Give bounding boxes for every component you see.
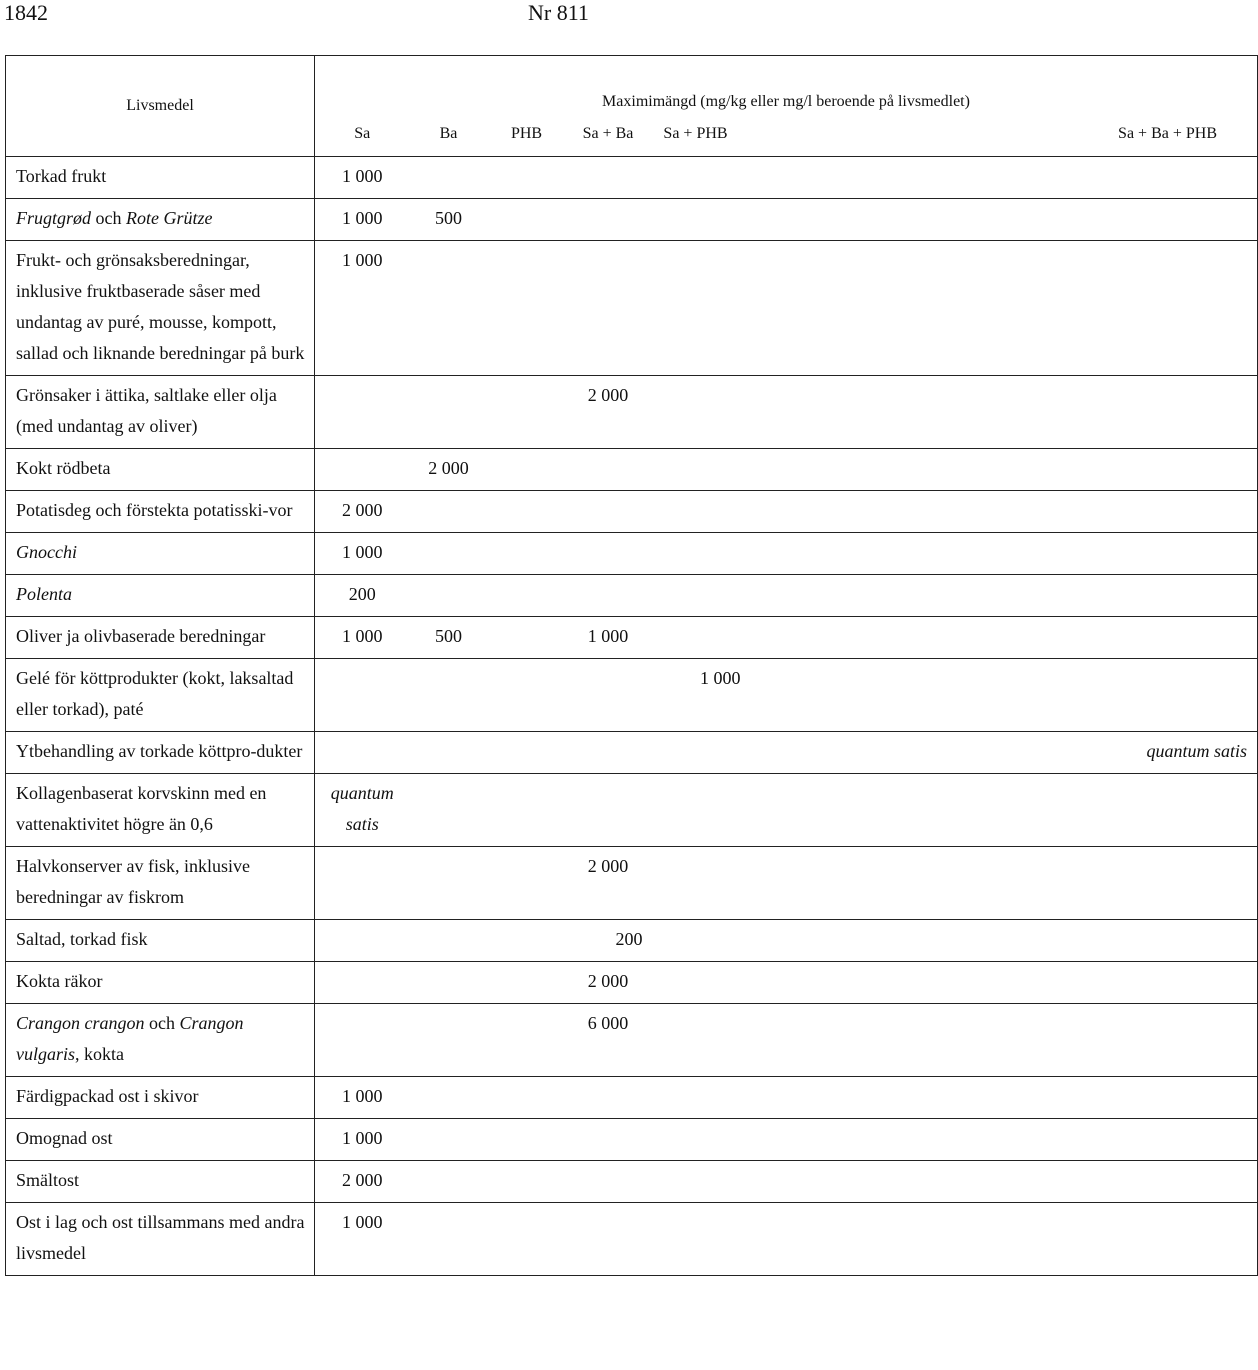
table-row (6, 617, 1258, 659)
food-name: Smältost (6, 1161, 315, 1203)
food-name: Ytbehandling av torkade köttpro-dukter (6, 732, 315, 774)
value-sa-phb: 1 000 (651, 659, 741, 732)
table-row (6, 847, 1258, 920)
column-header-sa-ba-phb: Sa + Ba + PHB (741, 113, 1258, 157)
value-sa: 1 000 (315, 157, 410, 199)
value-sa-ba: 1 000 (566, 617, 651, 659)
value-sa-ba: 200 (566, 920, 651, 962)
column-header-sa-phb: Sa + PHB (651, 113, 741, 157)
food-name: Omognad ost (6, 1119, 315, 1161)
food-name: Kollagenbaserat korvskinn med en vattenaktivitet högre än 0,6 (6, 774, 315, 847)
value-sa-ba: 2 000 (566, 847, 651, 920)
value-sa: 1 000 (315, 1119, 410, 1161)
table-row (6, 1161, 1258, 1203)
value-sa-ba-phb: quantum satis (741, 732, 1258, 774)
column-header-sa-ba: Sa + Ba (566, 113, 651, 157)
value-ba: 500 (410, 617, 488, 659)
value-sa: 200 (315, 575, 410, 617)
table-row (6, 575, 1258, 617)
page-header (0, 0, 960, 34)
table-row (6, 920, 1258, 962)
value-sa: 1 000 (315, 533, 410, 575)
column-header-food: Livsmedel (6, 56, 315, 157)
additive-limits-table (5, 55, 1258, 1276)
food-name: Crangon crangon och Crangon vulgaris, kokta (6, 1004, 315, 1077)
food-name: Potatisdeg och förstekta potatisski-vor (6, 491, 315, 533)
food-name: Ost i lag och ost tillsammans med andra livsmedel (6, 1203, 315, 1276)
food-name: Saltad, torkad fisk (6, 920, 315, 962)
food-name: Kokta räkor (6, 962, 315, 1004)
page-number: Nr 811 (528, 0, 589, 25)
table-row (6, 1077, 1258, 1119)
food-name: Halvkonserver av fisk, inklusive beredningar av fiskrom (6, 847, 315, 920)
column-header-sa: Sa (315, 113, 410, 157)
column-header-phb: PHB (488, 113, 566, 157)
food-name: Färdigpackad ost i skivor (6, 1077, 315, 1119)
value-sa: quantum satis (315, 774, 410, 847)
column-header-ba: Ba (410, 113, 488, 157)
table-row (6, 533, 1258, 575)
food-name: Gelé för köttprodukter (kokt, laksaltad eller torkad), paté (6, 659, 315, 732)
food-name: Frugtgrød och Rote Grütze (6, 199, 315, 241)
value-sa-ba: 2 000 (566, 376, 651, 449)
food-name: Torkad frukt (6, 157, 315, 199)
table-row (6, 659, 1258, 732)
table-row (6, 241, 1258, 376)
food-name: Oliver ja olivbaserade beredningar (6, 617, 315, 659)
table-row (6, 376, 1258, 449)
value-sa: 1 000 (315, 199, 410, 241)
value-sa: 1 000 (315, 1077, 410, 1119)
food-name: Frukt- och grönsaksberedningar, inklusive fruktbaserade såser med undantag av puré, mousse, kompott, sallad och liknande beredningar på burk (6, 241, 315, 376)
table-row (6, 732, 1258, 774)
table-row (6, 774, 1258, 847)
page-year: 1842 (4, 0, 48, 25)
food-name: Kokt rödbeta (6, 449, 315, 491)
food-name: Grönsaker i ättika, saltlake eller olja (med undantag av oliver) (6, 376, 315, 449)
table-row (6, 1119, 1258, 1161)
value-sa: 1 000 (315, 617, 410, 659)
table-row (6, 449, 1258, 491)
value-sa-ba: 2 000 (566, 962, 651, 1004)
table-row (6, 491, 1258, 533)
table-row (6, 962, 1258, 1004)
table-row (6, 1004, 1258, 1077)
food-name: Gnocchi (6, 533, 315, 575)
value-sa: 2 000 (315, 491, 410, 533)
value-sa: 1 000 (315, 1203, 410, 1276)
value-ba: 500 (410, 199, 488, 241)
table-row (6, 1203, 1258, 1276)
food-name: Polenta (6, 575, 315, 617)
value-ba: 2 000 (410, 449, 488, 491)
value-sa: 1 000 (315, 241, 410, 376)
table-row (6, 199, 1258, 241)
column-group-header: Maximimängd (mg/kg eller mg/l beroende på livsmedlet) (315, 56, 1258, 113)
value-sa-ba: 6 000 (566, 1004, 651, 1077)
value-sa: 2 000 (315, 1161, 410, 1203)
table-row (6, 157, 1258, 199)
